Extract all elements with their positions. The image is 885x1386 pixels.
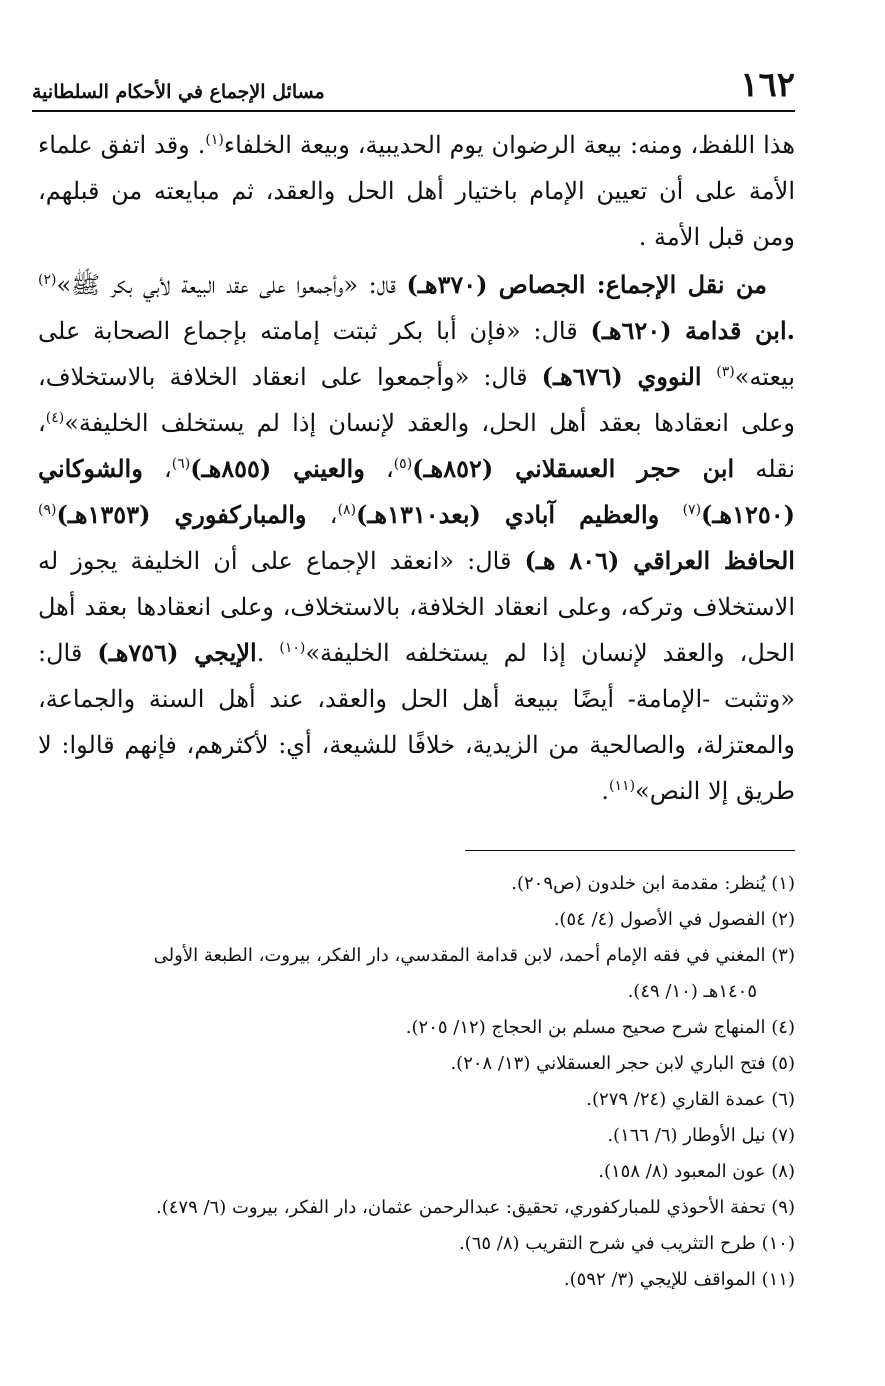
bold-run: من نقل الإجماع: الجصاص (٣٧٠هـ) — [406, 270, 768, 299]
page-number: ١٦٢ — [740, 65, 795, 105]
bold-run: النووي (٦٧٦هـ) — [541, 362, 717, 391]
bold-run: الحافظ العراقي (٨٠٦ هـ) — [524, 546, 795, 575]
text-run: قال: «وتثبت -الإمامة- أيضًا ببيعة أهل الحل والعقد، عند أهل السنة والجماعة، والمعتزلة، والصالحية من الزيدية، خلافًا للشيعة، أي: لأكثرهم، فإنهم قالوا: لا طريق إلا النص» — [38, 639, 795, 805]
text-run — [659, 501, 682, 529]
footnote-divider — [465, 850, 795, 851]
footnote-7: (٧) نيل الأوطار (٦/ ١٦٦). — [607, 1125, 795, 1146]
text-run: . وقد اتفق علماء الأمة على أن تعيين الإمام باختيار أهل الحل والعقد، ثم مبايعته من قبلهم، ومن قبل الأمة . — [38, 131, 795, 251]
footnote-marker-7: (٧) — [682, 502, 702, 518]
header-divider — [32, 110, 795, 112]
bold-run: والعظيم آبادي (بعد١٣١٠هـ) — [356, 500, 660, 529]
footnote-3-continuation: ١٤٠٥هـ (١٠/ ٤٩). — [627, 981, 757, 1002]
footnote-marker-4: (٤) — [45, 410, 65, 426]
text-run: قال: «فإن أبا بكر ثبتت إمامته بإجماع الصحابة على بيعته» — [38, 317, 795, 391]
footnote-11: (١١) المواقف للإيجي (٣/ ٥٩٢). — [563, 1269, 795, 1290]
paragraph-1 — [38, 122, 795, 260]
text-run: ، — [364, 455, 394, 483]
text-run: ، — [142, 455, 172, 483]
bold-run: ابن حجر العسقلاني (٨٥٢هـ) — [412, 454, 735, 483]
footnote-9: (٩) تحفة الأحوذي للمباركفوري، تحقيق: عبدالرحمن عثمان، دار الفكر، بيروت (٦/ ٤٧٩). — [155, 1197, 795, 1218]
footnote-marker-2: (٢) — [38, 272, 57, 288]
page-header — [32, 58, 795, 105]
text-run: قال: «وأجمعوا على انعقاد الخلافة بالاستخلاف، وعلى انعقادها بعقد أهل الحل، والعقد لإنسان إذا لم يستخلف الخليفة» — [38, 363, 795, 437]
footnote-3: (٣) المغني في فقه الإمام أحمد، لابن قدامة المقدسي، دار الفكر، بيروت، الطبعة الأولى — [153, 945, 795, 966]
text-run: هذا اللفظ، ومنه: بيعة الرضوان يوم الحديبية، وبيعة الخلفاء — [223, 131, 796, 159]
footnote-marker-10: (١٠) — [279, 640, 306, 656]
footnote-5: (٥) فتح الباري لابن حجر العسقلاني (١٣/ ٢٠٨). — [450, 1053, 795, 1074]
footnote-marker-8: (٨) — [337, 502, 357, 518]
text-run: ، نقله — [38, 409, 795, 483]
bold-run: .ابن قدامة (٦٢٠هـ) — [590, 316, 795, 345]
footnote-marker-9: (٩) — [38, 502, 57, 518]
footnote-marker-1: (١) — [205, 132, 224, 148]
text-run: قال: «انعقد الإجماع على أن الخليفة يجوز له الاستخلاف وتركه، وعلى انعقاد الخلافة، بالاستخلاف، وعلى انعقادها بعقد أهل الحل، والعقد لإنسان إذا لم يستخلفه الخليفة» — [38, 547, 795, 667]
bold-run: الإيجي (٧٥٦هـ) — [97, 638, 257, 667]
main-text — [38, 122, 795, 814]
bold-run: والشوكاني (١٢٥٠هـ) — [38, 454, 795, 529]
footnote-marker-11: (١١) — [609, 778, 636, 794]
text-run: قال: «وأجمعوا على عقد البيعة لأبي بكر ﷺ» — [56, 271, 407, 299]
footnotes-list — [38, 866, 795, 1298]
footnote-marker-5: (٥) — [393, 456, 413, 472]
bold-run: والمباركفوري (١٣٥٣هـ) — [56, 500, 307, 529]
footnote-4: (٤) المنهاج شرح صحيح مسلم بن الحجاج (١٢/ ٢٠٥). — [405, 1017, 795, 1038]
footnote-marker-3: (٣) — [716, 364, 735, 380]
footnote-10: (١٠) طرح التثريب في شرح التقريب (٨/ ٦٥). — [458, 1233, 795, 1254]
text-run: . — [256, 639, 280, 667]
paragraph-2 — [38, 262, 795, 814]
running-title: مسائل الإجماع في الأحكام السلطانية — [32, 81, 325, 103]
footnote-8: (٨) عون المعبود (٨/ ١٥٨). — [598, 1161, 795, 1182]
footnote-6: (٦) عمدة القاري (٢٤/ ٢٧٩). — [586, 1089, 795, 1110]
footnote-marker-6: (٦) — [171, 456, 191, 472]
footnote-2: (٢) الفصول في الأصول (٤/ ٥٤). — [553, 909, 795, 930]
bold-run: والعيني (٨٥٥هـ) — [190, 454, 365, 483]
text-run: . — [601, 777, 610, 805]
footnote-1: (١) يُنظر: مقدمة ابن خلدون (ص٢٠٩). — [511, 873, 795, 894]
text-run: ، — [306, 501, 338, 529]
